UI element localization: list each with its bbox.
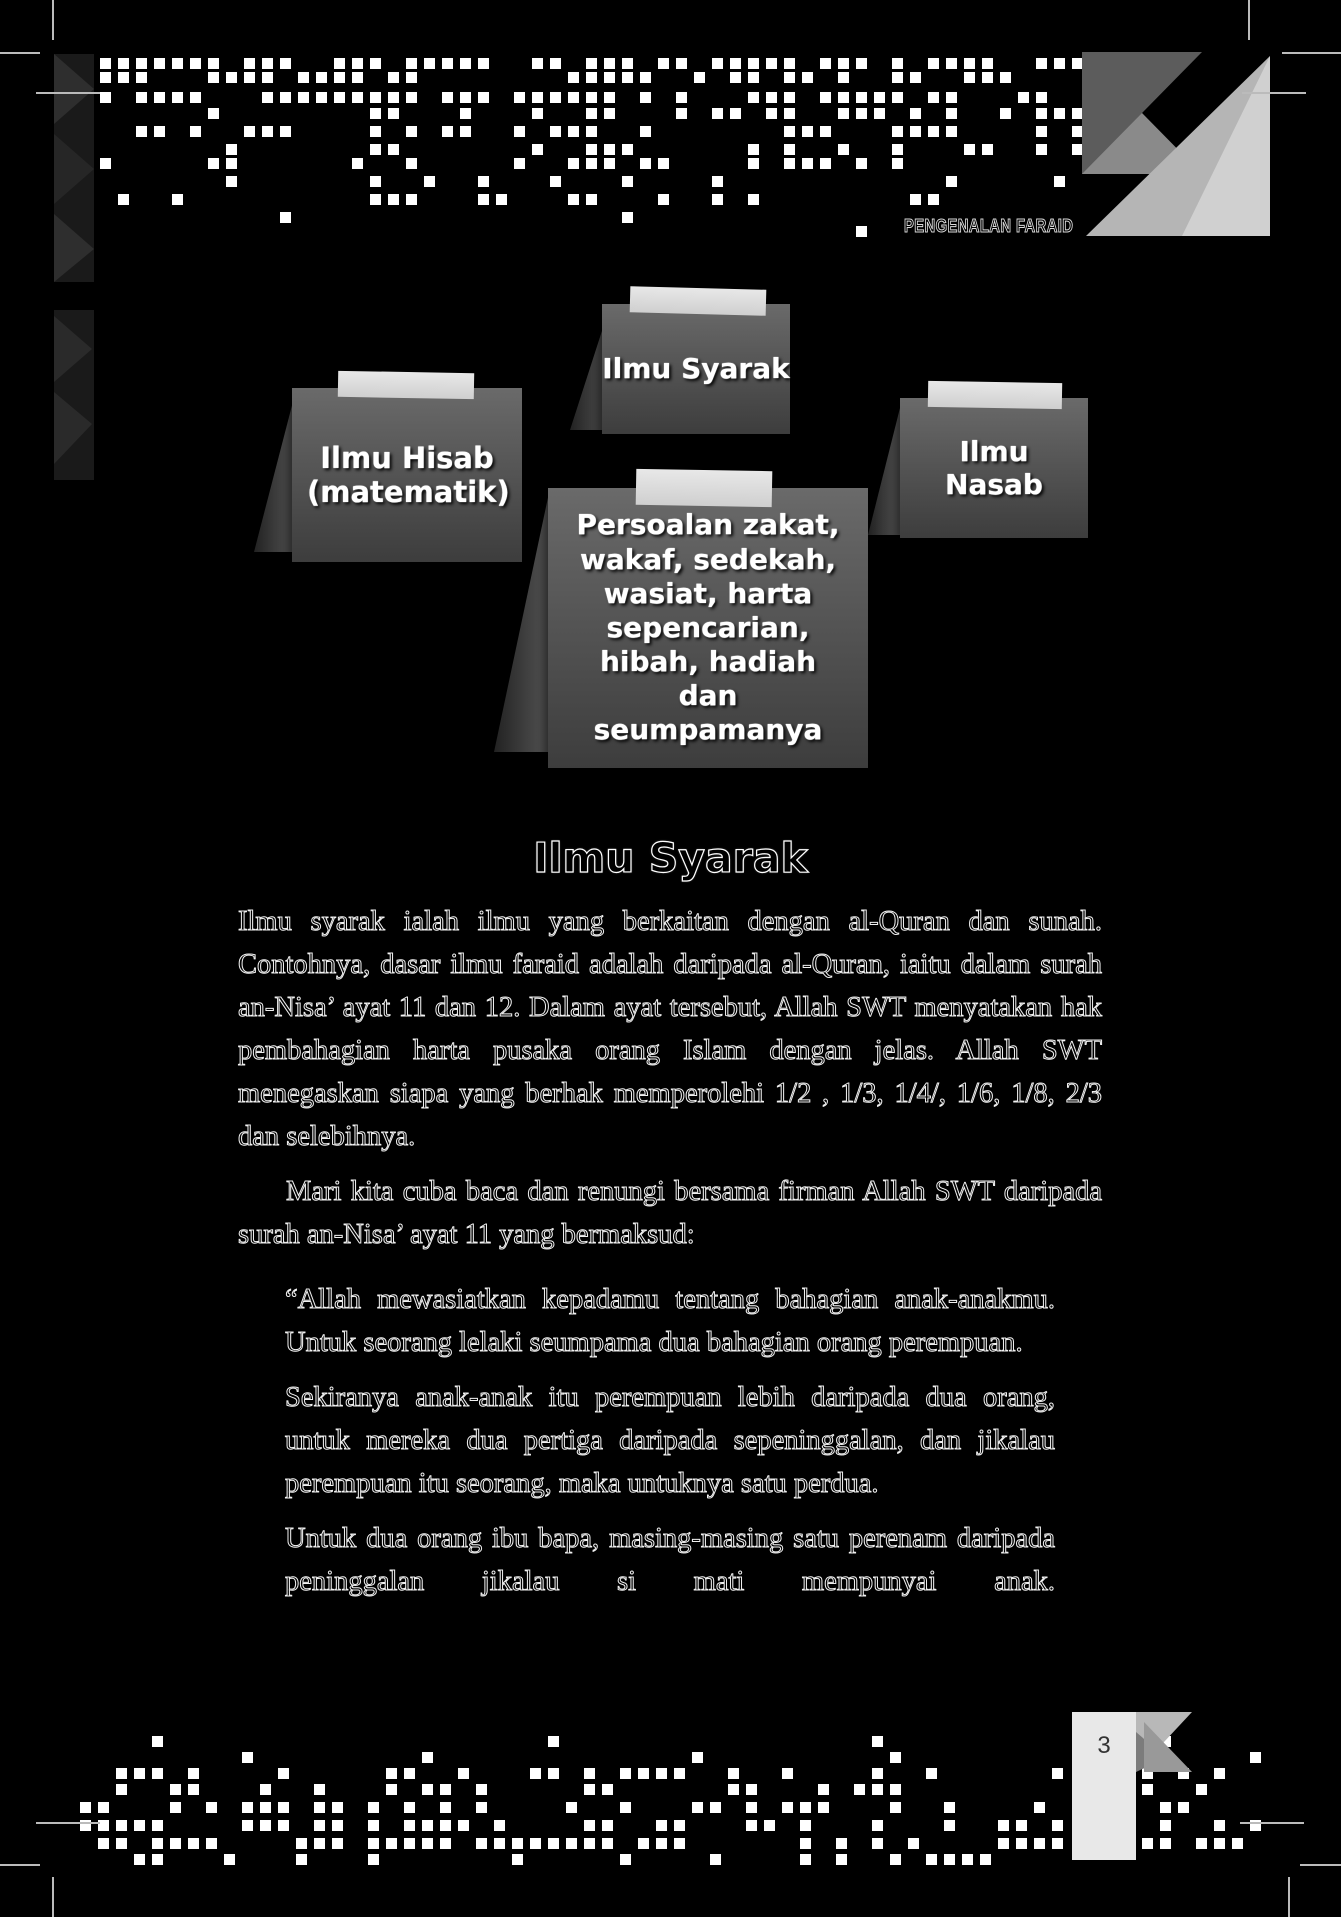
pattern-dot bbox=[476, 1838, 487, 1849]
card-fold bbox=[254, 390, 296, 552]
crop-mark bbox=[0, 1864, 40, 1866]
crop-mark bbox=[1248, 0, 1250, 40]
pattern-dot bbox=[656, 1768, 667, 1779]
pattern-dot bbox=[530, 1838, 541, 1849]
pattern-dot bbox=[152, 1820, 163, 1831]
crop-mark bbox=[1300, 1864, 1341, 1866]
pattern-dot bbox=[368, 1838, 379, 1849]
pattern-dot bbox=[800, 1820, 811, 1831]
crop-mark bbox=[1282, 52, 1341, 54]
crop-mark bbox=[52, 0, 54, 40]
crop-mark bbox=[1240, 1822, 1304, 1824]
pattern-dot bbox=[1160, 1838, 1171, 1849]
pattern-dot bbox=[872, 1838, 883, 1849]
pattern-dot bbox=[548, 1736, 559, 1747]
pattern-dot bbox=[584, 1838, 595, 1849]
pattern-dot bbox=[1142, 1784, 1153, 1795]
tape-strip bbox=[636, 469, 773, 507]
card-fold bbox=[868, 400, 902, 535]
pattern-dot bbox=[242, 1802, 253, 1813]
pattern-dot bbox=[782, 1768, 793, 1779]
paragraph-intro: Ilmu syarak ialah ilmu yang berkaitan dengan al-Quran dan sunah. Contohnya, dasar ilmu faraid adalah daripada al-Quran, iaitu dalam surah an-Nisa’ ayat 11 dan 12. Dalam ayat tersebut, Allah SWT menyatakan hak pembahagian harta pusaka orang Islam dengan jelas. Allah SWT menegaskan siapa yang berhak memperolehi 1/2 , 1/3, 1/4/, 1/6, 1/8, 2/3 dan selebihnya. bbox=[238, 906, 1102, 1152]
pattern-dot bbox=[944, 1854, 955, 1865]
pattern-dot bbox=[368, 1820, 379, 1831]
pattern-dot bbox=[512, 1838, 523, 1849]
pattern-dot bbox=[1034, 1802, 1045, 1813]
pattern-dot bbox=[620, 1802, 631, 1813]
pattern-dot bbox=[602, 1838, 613, 1849]
pattern-dot bbox=[548, 1838, 559, 1849]
pattern-dot bbox=[134, 1820, 145, 1831]
pattern-dot bbox=[170, 1838, 181, 1849]
crop-mark bbox=[36, 92, 100, 94]
pattern-dot bbox=[458, 1820, 469, 1831]
pattern-dot bbox=[890, 1802, 901, 1813]
card-face bbox=[292, 388, 522, 562]
card-face bbox=[548, 488, 868, 768]
pattern-dot bbox=[296, 1854, 307, 1865]
pattern-dot bbox=[998, 1838, 1009, 1849]
pattern-dot bbox=[710, 1854, 721, 1865]
pattern-dot bbox=[242, 1820, 253, 1831]
pattern-dot bbox=[674, 1838, 685, 1849]
pattern-dot bbox=[674, 1768, 685, 1779]
pattern-dot bbox=[314, 1784, 325, 1795]
crop-mark bbox=[1242, 92, 1306, 94]
pattern-dot bbox=[872, 1820, 883, 1831]
crop-mark bbox=[36, 1822, 100, 1824]
card-face bbox=[900, 398, 1088, 538]
pattern-dot bbox=[1160, 1820, 1171, 1831]
pattern-dot bbox=[692, 1752, 703, 1763]
paragraph-invite: Mari kita cuba baca dan renungi bersama firman Allah SWT daripada surah an-Nisa’ ayat 11 yang bermaksud: bbox=[238, 1176, 1102, 1250]
pattern-dot bbox=[908, 1838, 919, 1849]
pattern-dot bbox=[728, 1768, 739, 1779]
pattern-dot bbox=[278, 1820, 289, 1831]
pattern-dot bbox=[584, 1784, 595, 1795]
crop-mark bbox=[1288, 1877, 1290, 1917]
top-right-triangles bbox=[1082, 52, 1270, 240]
pattern-dot bbox=[314, 1802, 325, 1813]
pattern-dot bbox=[206, 1838, 217, 1849]
tape-strip bbox=[338, 371, 474, 399]
pattern-dot bbox=[548, 1768, 559, 1779]
pattern-dot bbox=[602, 1820, 613, 1831]
pattern-dot bbox=[368, 1854, 379, 1865]
card-label: Ilmu Syarak bbox=[602, 352, 790, 386]
pattern-dot bbox=[152, 1768, 163, 1779]
pattern-dot bbox=[872, 1768, 883, 1779]
pattern-dot bbox=[170, 1802, 181, 1813]
pattern-dot bbox=[152, 1854, 163, 1865]
pattern-dot bbox=[188, 1784, 199, 1795]
pattern-dot bbox=[602, 1784, 613, 1795]
card-label: Ilmu Hisab (matematik) bbox=[307, 440, 510, 509]
pattern-dot bbox=[980, 1854, 991, 1865]
pattern-dot bbox=[620, 1854, 631, 1865]
pattern-dot bbox=[620, 1768, 631, 1779]
pattern-dot bbox=[728, 1784, 739, 1795]
pattern-dot bbox=[296, 1838, 307, 1849]
pattern-dot bbox=[494, 1838, 505, 1849]
card-label: Persoalan zakat, wakaf, sedekah, wasiat, harta sepencarian, hibah, hadiah dan seumpamanya bbox=[576, 508, 840, 747]
pattern-dot bbox=[1232, 1838, 1243, 1849]
card-ilmu-nasab bbox=[868, 382, 1088, 544]
pattern-dot bbox=[746, 1784, 757, 1795]
pattern-dot bbox=[926, 1854, 937, 1865]
pattern-dot bbox=[1214, 1838, 1225, 1849]
pattern-dot bbox=[386, 1768, 397, 1779]
card-label: Ilmu Nasab bbox=[945, 434, 1043, 501]
pattern-dot bbox=[1196, 1784, 1207, 1795]
pattern-dot bbox=[1142, 1838, 1153, 1849]
card-ilmu-syarak bbox=[570, 288, 790, 448]
pattern-dot bbox=[404, 1820, 415, 1831]
pattern-dot bbox=[386, 1838, 397, 1849]
pattern-dot bbox=[476, 1784, 487, 1795]
pattern-dot bbox=[422, 1820, 433, 1831]
pattern-dot bbox=[332, 1802, 343, 1813]
pattern-dot bbox=[314, 1838, 325, 1849]
pattern-dot bbox=[800, 1838, 811, 1849]
pattern-dot bbox=[1214, 1768, 1225, 1779]
quote-paragraph: Untuk dua orang ibu bapa, masing-masing satu perenam daripada peninggalan jikalau si mati mempunyai anak. bbox=[285, 1523, 1055, 1597]
pattern-dot bbox=[260, 1784, 271, 1795]
pattern-dot bbox=[782, 1802, 793, 1813]
pattern-dot bbox=[584, 1768, 595, 1779]
pattern-dot bbox=[818, 1802, 829, 1813]
left-triangle-strip bbox=[54, 54, 96, 480]
pattern-dot bbox=[638, 1838, 649, 1849]
pattern-dot bbox=[188, 1768, 199, 1779]
pattern-dot bbox=[1160, 1802, 1171, 1813]
pattern-dot bbox=[1178, 1802, 1189, 1813]
pattern-dot bbox=[1214, 1820, 1225, 1831]
pattern-dot bbox=[440, 1784, 451, 1795]
pattern-dot bbox=[422, 1784, 433, 1795]
pattern-dot bbox=[206, 1802, 217, 1813]
pattern-dot bbox=[476, 1802, 487, 1813]
pattern-dot bbox=[926, 1768, 937, 1779]
pattern-dot bbox=[494, 1820, 505, 1831]
pattern-dot bbox=[1052, 1838, 1063, 1849]
pattern-dot bbox=[998, 1820, 1009, 1831]
pattern-dot bbox=[1052, 1768, 1063, 1779]
pattern-dot bbox=[854, 1784, 865, 1795]
pattern-dot bbox=[134, 1854, 145, 1865]
card-ilmu-hisab bbox=[254, 372, 522, 562]
pattern-dot bbox=[836, 1854, 847, 1865]
card-persoalan bbox=[494, 470, 868, 770]
pattern-dot bbox=[260, 1802, 271, 1813]
pattern-dot bbox=[890, 1854, 901, 1865]
pattern-dot bbox=[656, 1820, 667, 1831]
pattern-dot bbox=[170, 1784, 181, 1795]
pattern-dot bbox=[746, 1802, 757, 1813]
pattern-dot bbox=[152, 1838, 163, 1849]
pattern-dot bbox=[404, 1838, 415, 1849]
pattern-dot bbox=[512, 1854, 523, 1865]
pattern-dot bbox=[98, 1838, 109, 1849]
pattern-dot bbox=[134, 1768, 145, 1779]
pattern-dot bbox=[764, 1820, 775, 1831]
pattern-dot bbox=[530, 1768, 541, 1779]
pattern-dot bbox=[710, 1802, 721, 1813]
pattern-dot bbox=[872, 1736, 883, 1747]
pattern-dot bbox=[692, 1802, 703, 1813]
pattern-dot bbox=[422, 1752, 433, 1763]
card-fold bbox=[494, 488, 550, 752]
pattern-dot bbox=[890, 1784, 901, 1795]
pattern-dot bbox=[872, 1784, 883, 1795]
pattern-dot bbox=[944, 1820, 955, 1831]
page-corner-triangles bbox=[1136, 1712, 1196, 1774]
pattern-dot bbox=[944, 1802, 955, 1813]
quote-block bbox=[285, 1278, 1055, 1603]
pattern-dot bbox=[656, 1838, 667, 1849]
pattern-dot bbox=[404, 1768, 415, 1779]
pattern-dot bbox=[458, 1768, 469, 1779]
pattern-dot bbox=[566, 1802, 577, 1813]
pattern-dot bbox=[260, 1820, 271, 1831]
pattern-dot bbox=[818, 1784, 829, 1795]
pattern-dot bbox=[188, 1838, 199, 1849]
pattern-dot bbox=[116, 1768, 127, 1779]
pattern-dot bbox=[440, 1838, 451, 1849]
pattern-dot bbox=[116, 1838, 127, 1849]
pattern-dot bbox=[800, 1854, 811, 1865]
pattern-dot bbox=[422, 1838, 433, 1849]
pattern-dot bbox=[386, 1784, 397, 1795]
page-number: 3 bbox=[1097, 1732, 1111, 1759]
pattern-dot bbox=[224, 1854, 235, 1865]
running-header: PENGENALAN FARAID bbox=[904, 216, 1074, 236]
pattern-dot bbox=[116, 1784, 127, 1795]
quote-paragraph: Sekiranya anak-anak itu perempuan lebih daripada dua orang, untuk mereka dua pertiga daripada sepeninggalan, dan jikalau perempuan itu seorang, maka untuknya satu perdua. bbox=[285, 1382, 1055, 1499]
section-title: Ilmu Syarak bbox=[533, 834, 808, 882]
pattern-dot bbox=[278, 1802, 289, 1813]
pattern-dot bbox=[1016, 1838, 1027, 1849]
pattern-dot bbox=[638, 1768, 649, 1779]
tape-strip bbox=[630, 286, 767, 316]
pattern-dot bbox=[1052, 1820, 1063, 1831]
pattern-dot bbox=[98, 1802, 109, 1813]
pattern-dot bbox=[332, 1838, 343, 1849]
pattern-dot bbox=[314, 1820, 325, 1831]
pattern-dot bbox=[242, 1752, 253, 1763]
pattern-dot bbox=[1196, 1838, 1207, 1849]
pattern-dot bbox=[116, 1820, 127, 1831]
crop-mark bbox=[52, 1877, 54, 1917]
pattern-dot bbox=[674, 1820, 685, 1831]
pattern-dot bbox=[1016, 1820, 1027, 1831]
pattern-dot bbox=[890, 1752, 901, 1763]
pattern-dot bbox=[440, 1802, 451, 1813]
pattern-dot bbox=[800, 1802, 811, 1813]
pattern-dot bbox=[332, 1820, 343, 1831]
crop-mark bbox=[0, 52, 40, 54]
pattern-dot bbox=[1034, 1838, 1045, 1849]
card-face bbox=[602, 304, 790, 434]
pattern-dot bbox=[278, 1768, 289, 1779]
pattern-dot bbox=[746, 1820, 757, 1831]
pattern-dot bbox=[1250, 1752, 1261, 1763]
pattern-dot bbox=[80, 1802, 91, 1813]
pattern-dot bbox=[152, 1736, 163, 1747]
pattern-dot bbox=[368, 1802, 379, 1813]
pattern-dot bbox=[584, 1820, 595, 1831]
pattern-dot bbox=[404, 1802, 415, 1813]
quote-paragraph: “Allah mewasiatkan kepadamu tentang bahagian anak-anakmu. Untuk seorang lelaki seumpama dua bahagian orang perempuan. bbox=[285, 1284, 1055, 1358]
body-section bbox=[238, 900, 1102, 1256]
pattern-dot bbox=[962, 1854, 973, 1865]
pattern-dot bbox=[440, 1820, 451, 1831]
pattern-dot bbox=[566, 1838, 577, 1849]
pattern-dot bbox=[836, 1838, 847, 1849]
tape-strip bbox=[928, 381, 1062, 409]
